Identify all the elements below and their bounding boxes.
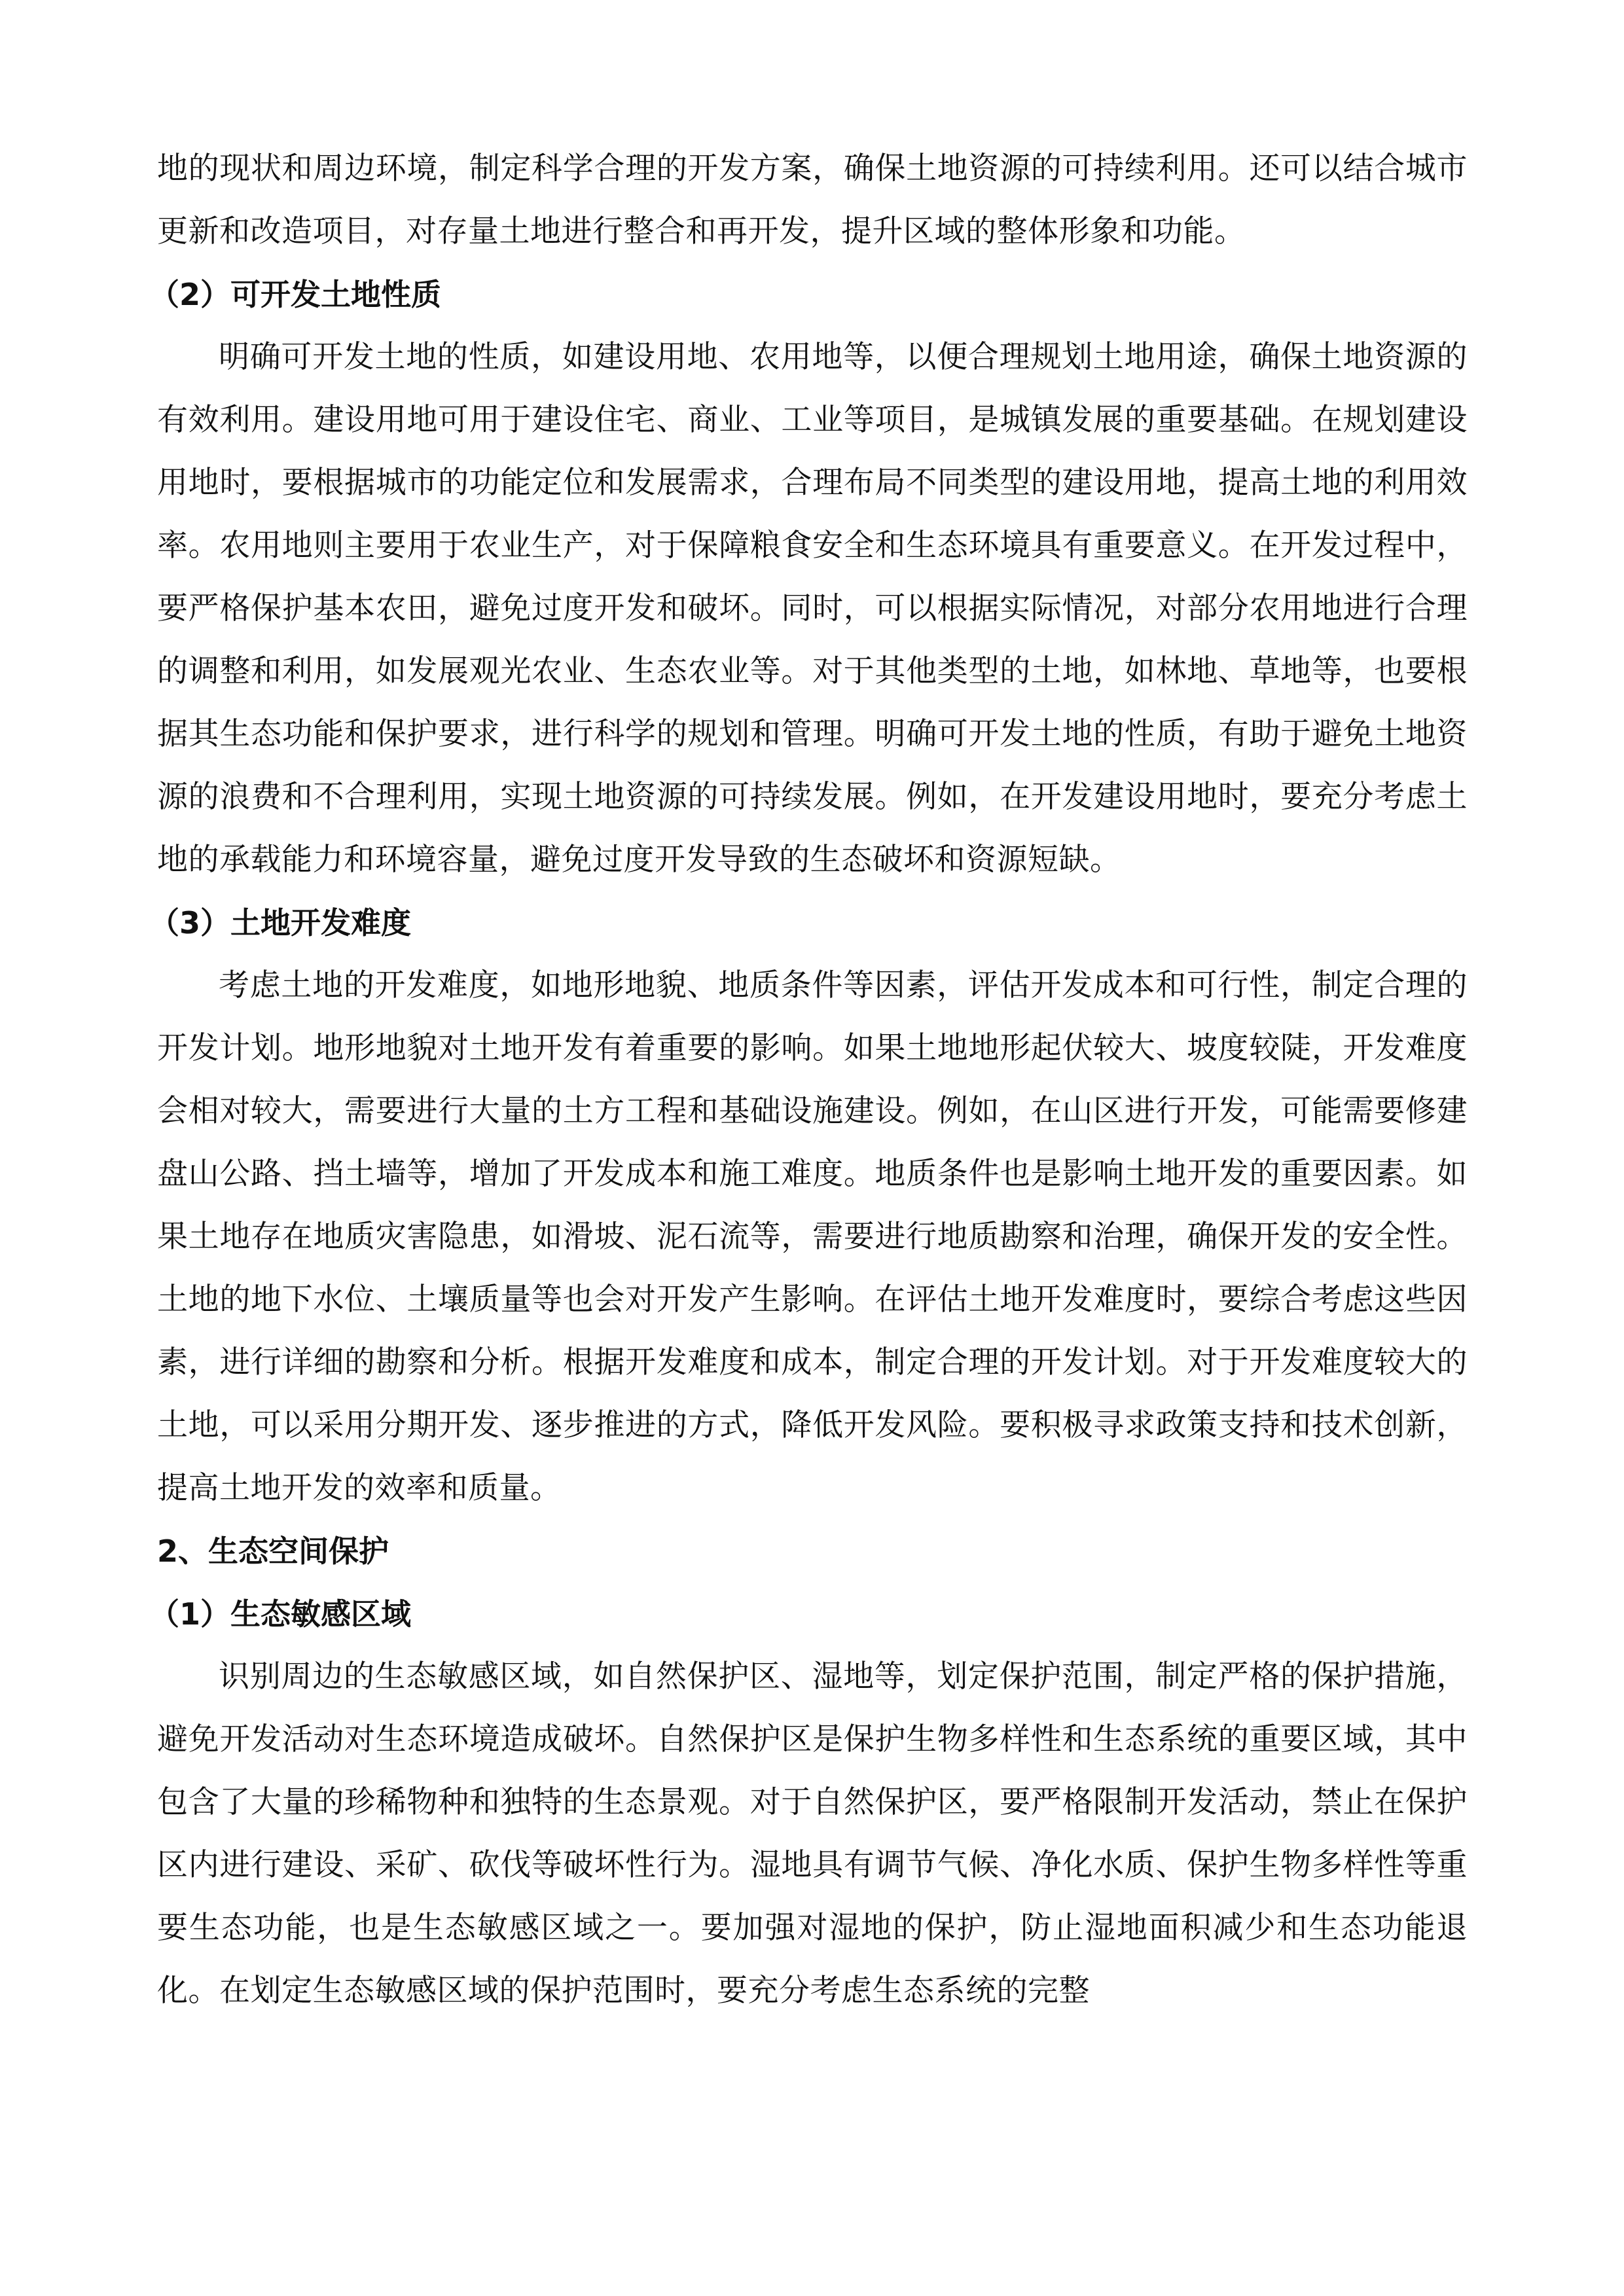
paragraph-intro-continuation: 地的现状和周边环境，制定科学合理的开发方案，确保土地资源的可持续利用。还可以结合城市更新和改造项目，对存量土地进行整合和再开发，提升区域的整体形象和功能。 [157, 151, 1468, 249]
paragraph-land-development-difficulty: 考虑土地的开发难度，如地形地貌、地质条件等因素，评估开发成本和可行性，制定合理的开发计划。地形地貌对土地开发有着重要的影响。如果土地地形起伏较大、坡度较陡，开发难度会相对较大，需要进行大量的土方工程和基础设施建设。例如，在山区进行开发，可能需要修建盘山公路、挡土墙等，增加了开发成本和施工难度。地质条件也是影响土地开发的重要因素。如果土地存在地质灾害隐患，如滑坡、泥石流等，需要进行地质勘察和治理，确保开发的安全性。土地的地下水位、土壤质量等也会对开发产生影响。在评估土地开发难度时，要综合考虑这些因素，进行详细的勘察和分析。根据开发难度和成本，制定合理的开发计划。对于开发难度较大的土地，可以采用分期开发、逐步推进的方式，降低开发风险。要积极寻求政策支持和技术创新，提高土地开发的效率和质量。 [157, 967, 1468, 1506]
document-body [149, 137, 1468, 2022]
heading-developable-land-nature: （2）可开发土地性质 [149, 277, 442, 312]
heading-ecological-space-protection: 2、生态空间保护 [157, 1534, 389, 1569]
heading-ecologically-sensitive-areas: （1）生态敏感区域 [149, 1596, 412, 1632]
heading-land-development-difficulty: （3）土地开发难度 [149, 905, 412, 941]
paragraph-ecologically-sensitive-areas: 识别周边的生态敏感区域，如自然保护区、湿地等，划定保护范围，制定严格的保护措施，避免开发活动对生态环境造成破坏。自然保护区是保护生物多样性和生态系统的重要区域，其中包含了大量的珍稀物种和独特的生态景观。对于自然保护区，要严格限制开发活动，禁止在保护区内进行建设、采矿、砍伐等破坏性行为。湿地具有调节气候、净化水质、保护生物多样性等重要生态功能，也是生态敏感区域之一。要加强对湿地的保护，防止湿地面积减少和生态功能退化。在划定生态敏感区域的保护范围时，要充分考虑生态系统的完整 [157, 1659, 1468, 2009]
paragraph-developable-land-nature: 明确可开发土地的性质，如建设用地、农用地等，以便合理规划土地用途，确保土地资源的有效利用。建设用地可用于建设住宅、商业、工业等项目，是城镇发展的重要基础。在规划建设用地时，要根据城市的功能定位和发展需求，合理布局不同类型的建设用地，提高土地的利用效率。农用地则主要用于农业生产，对于保障粮食安全和生态环境具有重要意义。在开发过程中，要严格保护基本农田，避免过度开发和破坏。同时，可以根据实际情况，对部分农用地进行合理的调整和利用，如发展观光农业、生态农业等。对于其他类型的土地，如林地、草地等，也要根据其生态功能和保护要求，进行科学的规划和管理。明确可开发土地的性质，有助于避免土地资源的浪费和不合理利用，实现土地资源的可持续发展。例如，在开发建设用地时，要充分考虑土地的承载能力和环境容量，避免过度开发导致的生态破坏和资源短缺。 [157, 339, 1468, 878]
